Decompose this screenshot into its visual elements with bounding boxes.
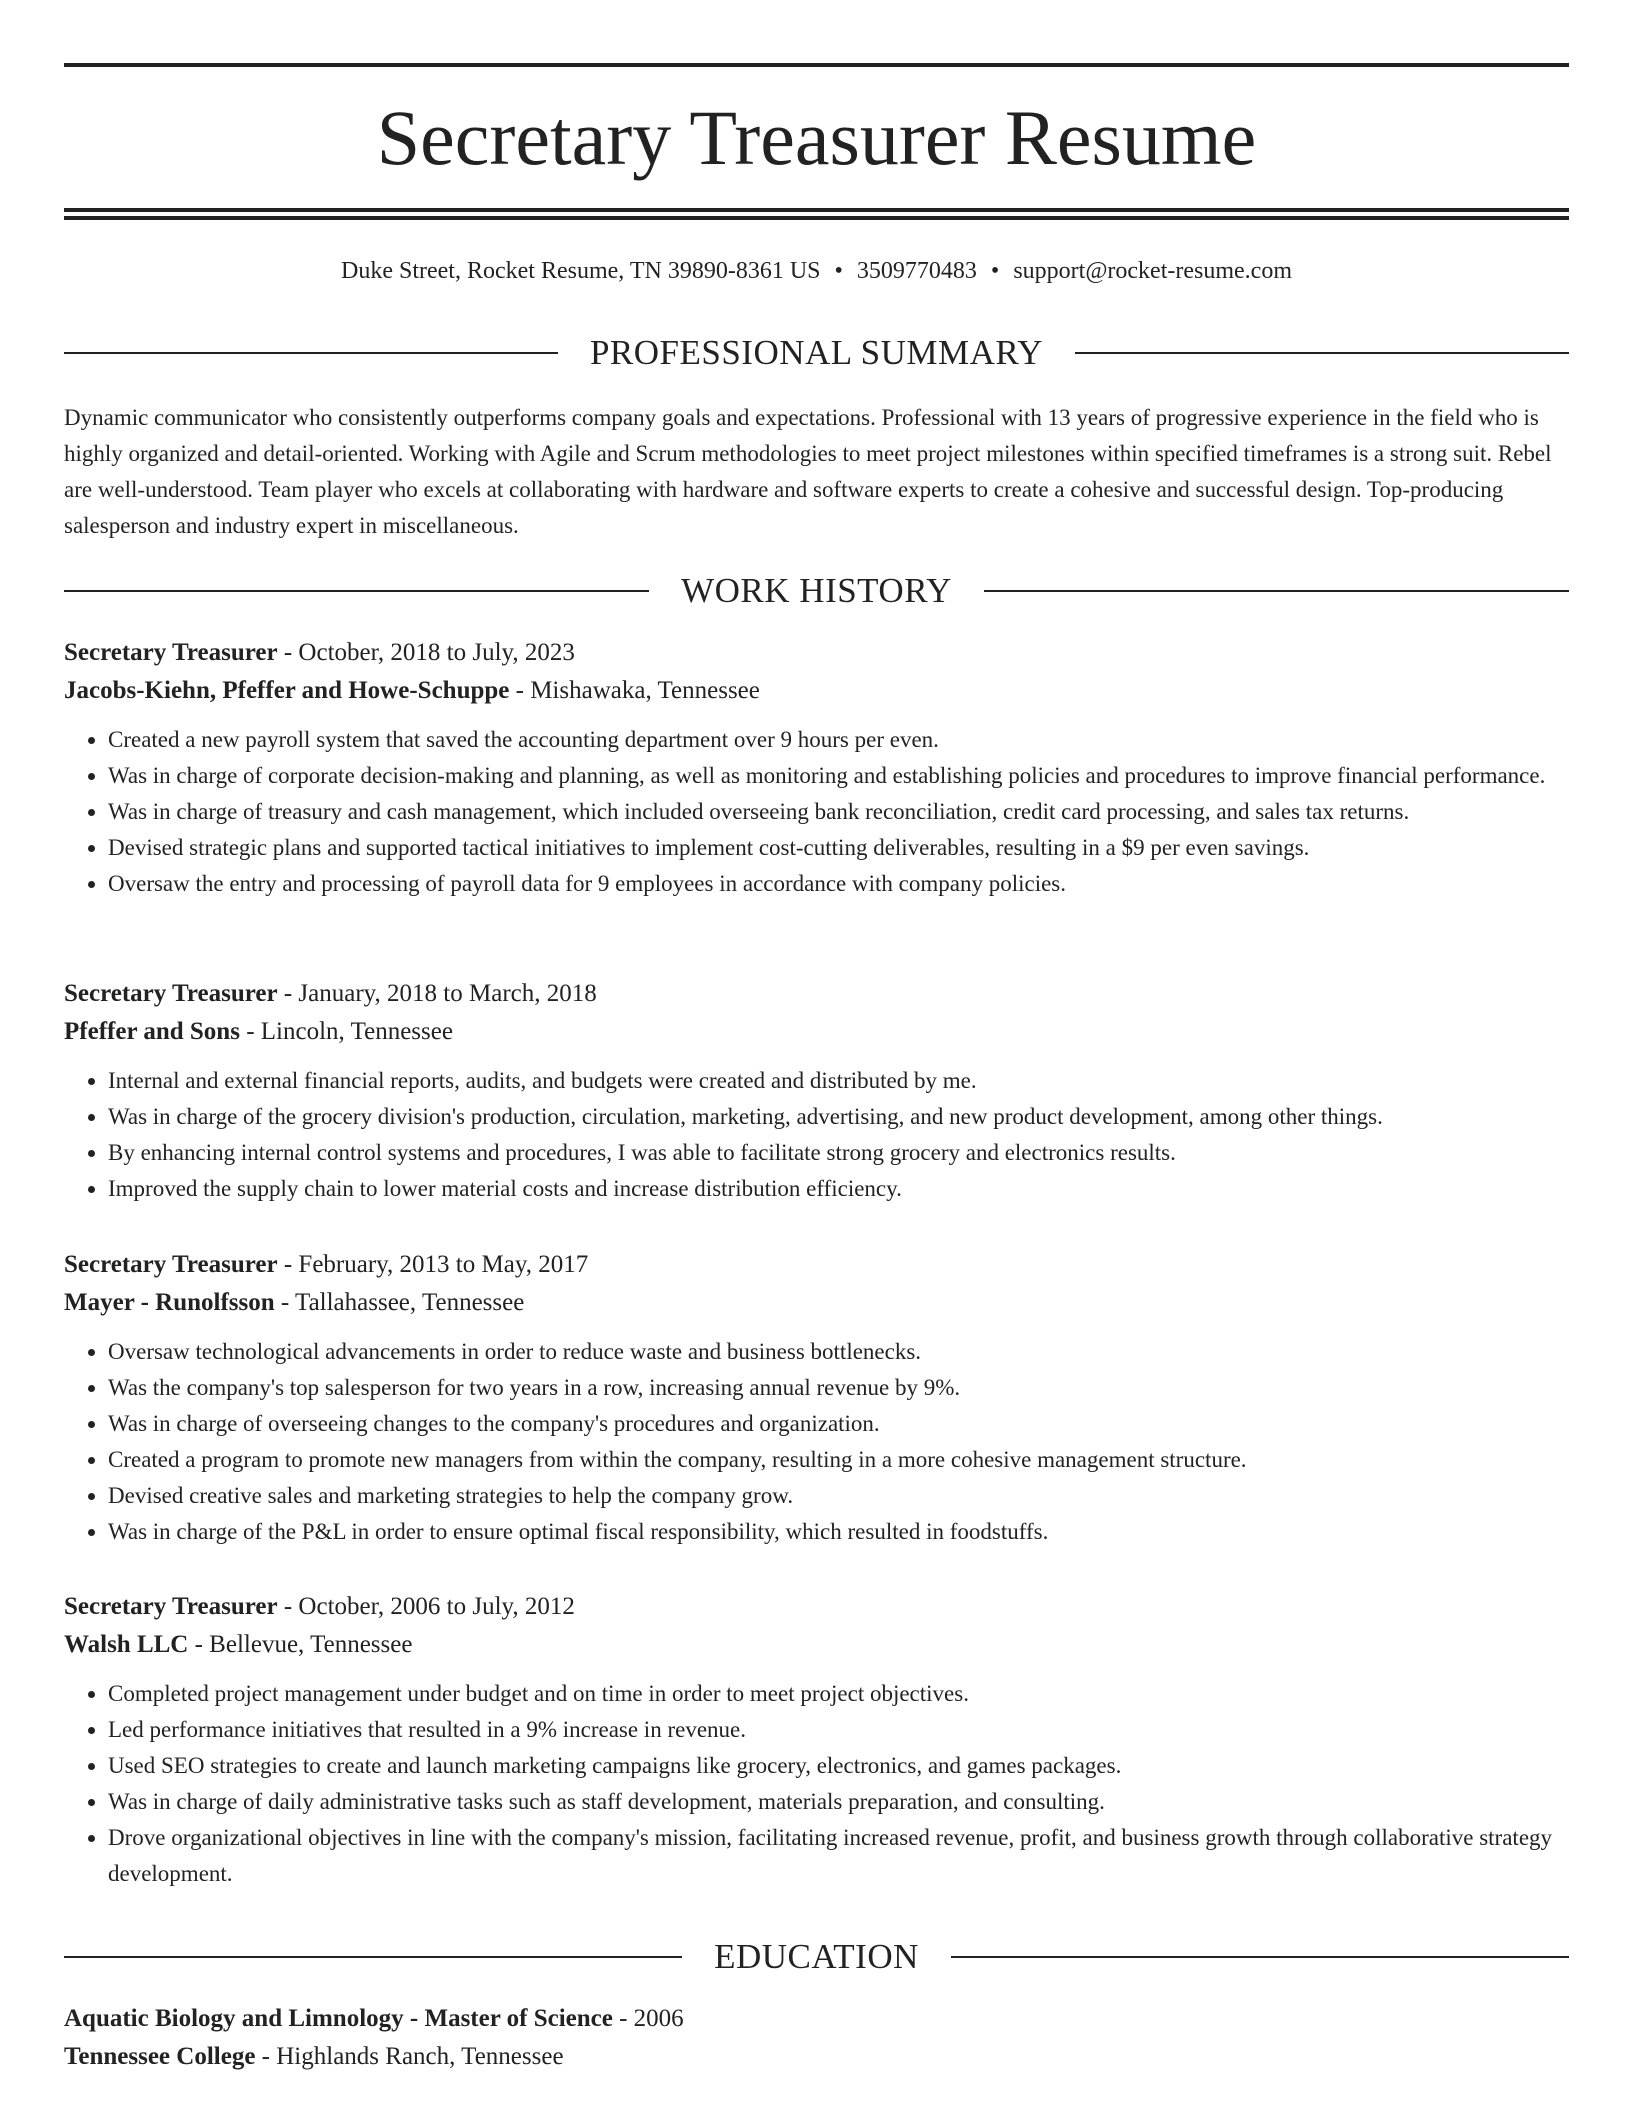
list-item: • Devised creative sales and marketing strategies to help the company grow. <box>108 1478 1569 1514</box>
section-rule-right <box>951 1956 1569 1958</box>
job-title: Secretary Treasurer <box>64 1251 278 1278</box>
section-title: WORK HISTORY <box>681 571 952 610</box>
job-title: Secretary Treasurer <box>64 980 278 1007</box>
job-title-line <box>64 1246 1569 1284</box>
section-rule-right <box>984 590 1569 592</box>
job-bullets <box>64 722 1569 902</box>
section-rule-left <box>64 590 649 592</box>
job-company: Walsh LLC <box>64 1631 189 1658</box>
list-item: • Completed project management under budget and on time in order to meet project objectives. <box>108 1676 1569 1712</box>
job-title-line <box>64 634 1569 672</box>
list-item: • Was in charge of daily administrative tasks such as staff development, materials preparation, and consulting. <box>108 1784 1569 1820</box>
job-bullets <box>64 1676 1569 1892</box>
job-entry <box>64 1246 1569 1550</box>
section-heading-summary <box>64 333 1569 373</box>
job-title: Secretary Treasurer <box>64 639 278 666</box>
job-company: Pfeffer and Sons <box>64 1018 240 1045</box>
list-item: • Devised strategic plans and supported tactical initiatives to implement cost-cutting deliverables, resulting in a $9 per even savings. <box>108 830 1569 866</box>
section-title: PROFESSIONAL SUMMARY <box>589 333 1044 372</box>
job-location: - Lincoln, Tennessee <box>239 1018 453 1045</box>
section-title: EDUCATION <box>714 1937 919 1976</box>
job-location: - Mishawaka, Tennessee <box>509 677 760 704</box>
list-item: • Internal and external financial reports, audits, and budgets were created and distributed by me. <box>108 1063 1569 1099</box>
list-item: • Was the company's top salesperson for two years in a row, increasing annual revenue by 9%. <box>108 1370 1569 1406</box>
job-entry <box>64 1588 1569 1892</box>
job-entry <box>64 634 1569 902</box>
education-school: Tennessee College <box>64 2043 256 2070</box>
summary-text: Dynamic communicator who consistently outperforms company goals and expectations. Professional with 13 years of progressive experience in the field who is highly organized and detail-oriented. Working with Agile and Scrum methodologies to meet project milestones within specified timeframes is a strong suit. Rebel are well-understood. Team player who excels at collaborating with hardware and software experts to create a cohesive and successful design. Top-producing salesperson and industry expert in miscellaneous. <box>64 405 1552 538</box>
education-school-line <box>64 2038 1569 2076</box>
job-dates: - January, 2018 to March, 2018 <box>277 980 597 1007</box>
job-company-line <box>64 1284 1569 1322</box>
job-title-line <box>64 1588 1569 1626</box>
job-title: Secretary Treasurer <box>64 1593 278 1620</box>
top-rule <box>64 63 1569 67</box>
title-rule-upper <box>64 208 1569 212</box>
list-item: • Was in charge of the P&L in order to ensure optimal fiscal responsibility, which resulted in foodstuffs. <box>108 1514 1569 1550</box>
list-item: • Used SEO strategies to create and launch marketing campaigns like grocery, electronics, and games packages. <box>108 1748 1569 1784</box>
job-dates: - February, 2013 to May, 2017 <box>277 1251 589 1278</box>
contact-separator: • <box>834 258 843 284</box>
job-bullets <box>64 1334 1569 1550</box>
section-heading-work <box>64 571 1569 611</box>
job-bullets <box>64 1063 1569 1207</box>
job-entry <box>64 975 1569 1207</box>
list-item: • Drove organizational objectives in line with the company's mission, facilitating increased revenue, profit, and business growth through collaborative strategy development. <box>108 1820 1569 1892</box>
contact-separator: • <box>990 258 1000 284</box>
contact-address: Duke Street, Rocket Resume, TN 39890-8361 US <box>341 258 821 284</box>
job-title-line <box>64 975 1569 1013</box>
section-rule-left <box>64 1956 682 1958</box>
job-dates: - October, 2006 to July, 2012 <box>277 1593 575 1620</box>
job-company: Mayer - Runolfsson <box>64 1289 275 1316</box>
list-item: • Created a new payroll system that saved the accounting department over 9 hours per even. <box>108 722 1569 758</box>
list-item: • Improved the supply chain to lower material costs and increase distribution efficiency. <box>108 1171 1569 1207</box>
section-rule-right <box>1075 352 1569 354</box>
job-company-line <box>64 1626 1569 1664</box>
list-item: • Led performance initiatives that resulted in a 9% increase in revenue. <box>108 1712 1569 1748</box>
job-location: - Tallahassee, Tennessee <box>274 1289 525 1316</box>
education-degree: Aquatic Biology and Limnology - Master of Science <box>64 2005 613 2032</box>
list-item: • Was in charge of the grocery division's production, circulation, marketing, advertising, and new product development, among other things. <box>108 1099 1569 1135</box>
list-item: • Was in charge of corporate decision-making and planning, as well as monitoring and establishing policies and procedures to improve financial performance. <box>108 758 1569 794</box>
page-title: Secretary Treasurer Resume <box>376 94 1257 181</box>
job-company-line <box>64 1013 1569 1051</box>
job-location: - Bellevue, Tennessee <box>188 1631 413 1658</box>
contact-phone: 3509770483 <box>856 258 977 284</box>
list-item: • Oversaw the entry and processing of payroll data for 9 employees in accordance with company policies. <box>108 866 1569 902</box>
education-degree-line <box>64 2000 1569 2038</box>
list-item: • Created a program to promote new managers from within the company, resulting in a more cohesive management structure. <box>108 1442 1569 1478</box>
list-item: • Oversaw technological advancements in order to reduce waste and business bottlenecks. <box>108 1334 1569 1370</box>
list-item: • By enhancing internal control systems and procedures, I was able to facilitate strong grocery and electronics results. <box>108 1135 1569 1171</box>
contact-line <box>64 254 1569 288</box>
list-item: • Was in charge of treasury and cash management, which included overseeing bank reconciliation, credit card processing, and sales tax returns. <box>108 794 1569 830</box>
education-year: - 2006 <box>612 2005 684 2032</box>
section-rule-left <box>64 352 558 354</box>
job-company: Jacobs-Kiehn, Pfeffer and Howe-Schuppe <box>64 677 510 704</box>
contact-email[interactable]: support@rocket-resume.com <box>1013 258 1292 284</box>
list-item: • Was in charge of overseeing changes to the company's procedures and organization. <box>108 1406 1569 1442</box>
education-entry <box>64 2000 1569 2076</box>
section-heading-education <box>64 1937 1569 1977</box>
title-rule-lower <box>64 216 1569 220</box>
job-company-line <box>64 672 1569 710</box>
education-location: - Highlands Ranch, Tennessee <box>255 2043 564 2070</box>
job-dates: - October, 2018 to July, 2023 <box>277 639 575 666</box>
